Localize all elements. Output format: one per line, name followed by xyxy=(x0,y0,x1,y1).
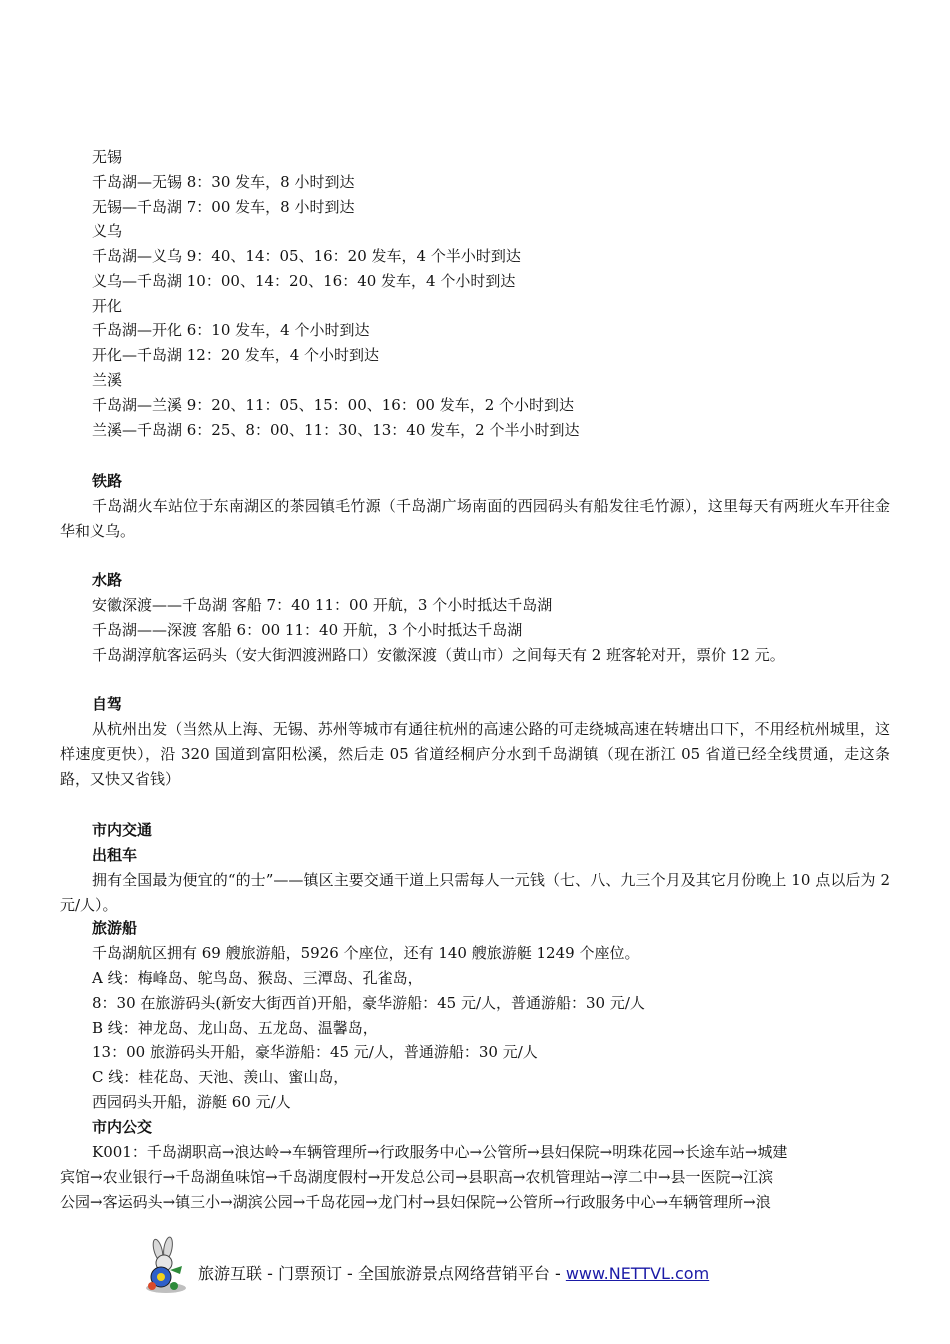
railway-heading: 铁路 xyxy=(92,472,123,490)
lanxi-route-2: 兰溪—千岛湖 6：25、8：00、11：30、13：40 发车，2 个半小时到达 xyxy=(92,421,580,439)
boat-line-4: B 线：神龙岛、龙山岛、五龙岛、温馨岛， xyxy=(92,1019,378,1037)
yiwu-title: 义乌 xyxy=(92,222,123,240)
lanxi-title: 兰溪 xyxy=(92,371,123,389)
rabbit-logo-icon xyxy=(136,1236,196,1296)
footer-slogan-text: 旅游互联 - 门票预订 - 全国旅游景点网络营销平台 - xyxy=(198,1264,566,1283)
k001-line-1: K001：千岛湖职高→浪达岭→车辆管理所→行政服务中心→公管所→县妇保院→明珠花园→长途车站→城建 xyxy=(92,1143,788,1161)
boat-line-7: 西园码头开船，游艇 60 元/人 xyxy=(92,1093,291,1111)
boat-line-1: 千岛湖航区拥有 69 艘旅游船，5926 个座位，还有 140 艘旅游艇 1249 个座位。 xyxy=(92,944,640,962)
boat-line-6: C 线：桂花岛、天池、羡山、蜜山岛， xyxy=(92,1068,349,1086)
yiwu-route-1: 千岛湖—义乌 9：40、14：05、16：20 发车，4 个半小时到达 xyxy=(92,247,521,265)
boat-line-3: 8：30 在旅游码头(新安大街西首)开船，豪华游船：45 元/人，普通游船：30 元/人 xyxy=(92,994,645,1012)
citybus-heading: 市内公交 xyxy=(92,1118,153,1136)
railway-text: 千岛湖火车站位于东南湖区的茶园镇毛竹源（千岛湖广场南面的西园码头有船发往毛竹源），这里每天有两班火车开往金华和义乌。 xyxy=(60,497,890,540)
footer-website-link[interactable]: www.NETTVL.com xyxy=(565,1264,710,1283)
taxi-text: 拥有全国最为便宜的“的士”——镇区主要交通干道上只需每人一元钱（七、八、九三个月及其它月份晚上 10 点以后为 2 元/人）。 xyxy=(60,871,890,914)
waterway-line-1: 安徽深渡——千岛湖 客船 7：40 11：00 开航，3 个小时抵达千岛湖 xyxy=(92,596,553,614)
lanxi-route-1: 千岛湖—兰溪 9：20、11：05、15：00、16：00 发车，2 个小时到达 xyxy=(92,396,575,414)
footer-slogan xyxy=(198,1261,709,1284)
boat-line-2: A 线：梅峰岛、鸵鸟岛、猴岛、三潭岛、孔雀岛， xyxy=(92,969,423,987)
yiwu-route-2: 义乌—千岛湖 10：00、14：20、16：40 发车，4 个小时到达 xyxy=(92,272,516,290)
selfdrive-heading: 自驾 xyxy=(92,695,123,713)
wuxi-title: 无锡 xyxy=(92,148,123,166)
waterway-heading: 水路 xyxy=(92,571,123,589)
k001-line-2: 宾馆→农业银行→千岛湖鱼味馆→千岛湖度假村→开发总公司→县职高→农机管理站→淳二中→县一医院→江滨 xyxy=(60,1168,774,1186)
boat-line-5: 13：00 旅游码头开船，豪华游船：45 元/人，普通游船：30 元/人 xyxy=(92,1043,538,1061)
footer xyxy=(136,1236,776,1296)
waterway-line-3: 千岛湖淳航客运码头（安大街泗渡洲路口）安徽深渡（黄山市）之间每天有 2 班客轮对开，票价 12 元。 xyxy=(92,646,785,664)
selfdrive-text: 从杭州出发（当然从上海、无锡、苏州等城市有通往杭州的高速公路的可走绕城高速在转塘出口下，不用经杭州城里，这样速度更快），沿 320 国道到富阳松溪，然后走 05 省道经桐庐分水到千岛湖镇（现在浙江 05 省道已经全线贯通，走这条路，又快又省钱） xyxy=(60,720,890,788)
waterway-line-2: 千岛湖——深渡 客船 6：00 11：40 开航，3 个小时抵达千岛湖 xyxy=(92,621,523,639)
wuxi-route-2: 无锡—千岛湖 7：00 发车，8 小时到达 xyxy=(92,198,355,216)
kaihua-route-2: 开化—千岛湖 12：20 发车，4 个小时到达 xyxy=(92,346,380,364)
kaihua-route-1: 千岛湖—开化 6：10 发车，4 个小时到达 xyxy=(92,321,370,339)
k001-line-3: 公园→客运码头→镇三小→湖滨公园→千岛花园→龙门村→县妇保院→公管所→行政服务中心→车辆管理所→浪 xyxy=(60,1193,771,1211)
city-heading: 市内交通 xyxy=(92,821,153,839)
wuxi-route-1: 千岛湖—无锡 8：30 发车，8 小时到达 xyxy=(92,173,355,191)
taxi-heading: 出租车 xyxy=(92,846,138,864)
kaihua-title: 开化 xyxy=(92,297,123,315)
boat-heading: 旅游船 xyxy=(92,919,138,937)
